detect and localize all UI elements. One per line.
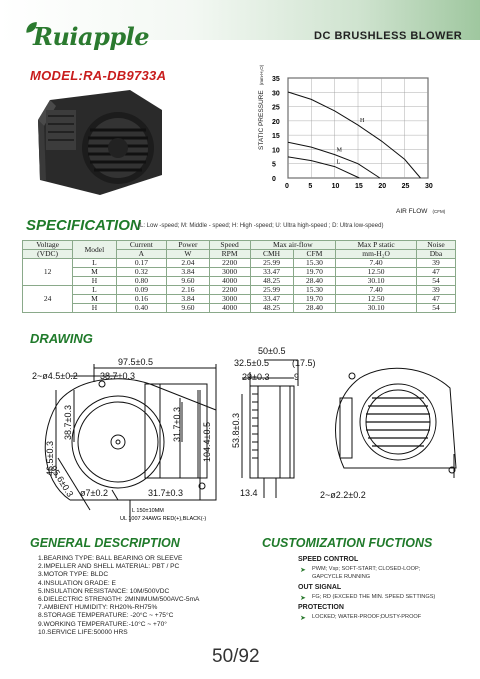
- table-cell: 3.84: [167, 295, 210, 304]
- arrow-icon: ➤: [300, 614, 306, 622]
- y-tick-label: 30: [272, 90, 280, 98]
- wire-spec: UL 1007 24AWG RED(+),BLACK(-): [120, 516, 207, 522]
- table-cell: 30.10: [336, 304, 417, 313]
- general-list: [38, 555, 199, 637]
- out-signal-heading: OUT SIGNAL: [298, 584, 342, 591]
- series-label: H: [360, 118, 365, 125]
- col-power: Power: [167, 241, 210, 250]
- protection-line: LOCKED; WATER-PROOF;DUSTY-PROOF: [312, 614, 422, 620]
- table-cell: 47: [416, 295, 455, 304]
- general-title: GENERAL DESCRIPTION: [30, 536, 180, 550]
- speed-control-line: GAPCYCLE RUNNING: [312, 574, 371, 580]
- dim-325: 32.5±0.5: [234, 358, 269, 368]
- col-noise: Noise: [416, 241, 455, 250]
- voltage-cell: 12: [23, 259, 73, 286]
- unit-dba: Dba: [416, 250, 455, 259]
- table-cell: 2200: [209, 286, 250, 295]
- speed-control-line: PWM; Vsp; SOFT-START; CLOSED-LOOP;: [312, 566, 421, 572]
- dim-50: 50±0.5: [258, 346, 286, 356]
- dim-175: (17.5): [292, 358, 316, 368]
- table-cell: 7.40: [336, 259, 417, 268]
- table-cell: 0.16: [116, 295, 166, 304]
- table-cell: 54: [416, 304, 455, 313]
- dim-956: 95.6±0.3: [48, 463, 76, 499]
- dim-975: 97.5±0.5: [118, 357, 153, 367]
- table-cell: 0.80: [116, 277, 166, 286]
- table-cell: 7.40: [336, 286, 417, 295]
- spec-title: SPECIFICATION: [26, 217, 141, 234]
- x-tick-label: 15: [355, 183, 363, 190]
- table-cell: 15.30: [293, 259, 336, 268]
- dim-538: 53.8±0.3: [231, 413, 241, 448]
- table-cell: 19.70: [293, 295, 336, 304]
- unit-rpm: RPM: [209, 250, 250, 259]
- series-label: L: [336, 159, 341, 166]
- unit-cmh: CMH: [250, 250, 293, 259]
- x-tick-label: 10: [331, 183, 340, 190]
- list-item: 4.INSULATION GRADE: E: [38, 579, 116, 587]
- speed-control-heading: SPEED CONTROL: [298, 556, 359, 563]
- table-cell: M: [73, 295, 116, 304]
- list-item: 10.SERVICE LIFE:50000 HRS: [38, 628, 128, 636]
- table-row: [23, 304, 456, 313]
- protection-heading: PROTECTION: [298, 604, 344, 611]
- table-cell: 2200: [209, 259, 250, 268]
- series-label: M: [336, 147, 343, 154]
- unit-a: A: [116, 250, 166, 259]
- series-line-m: [288, 142, 380, 178]
- list-item: 8.STORAGE TEMPERATURE: -20°C ~ +75°C: [38, 612, 174, 620]
- unit-vdc: (VDC): [23, 250, 73, 259]
- col-airflow: Max air-flow: [250, 241, 336, 250]
- table-cell: 25.99: [250, 259, 293, 268]
- table-cell: 0.17: [116, 259, 166, 268]
- y-tick-label: 35: [272, 76, 280, 83]
- table-cell: 4000: [209, 304, 250, 313]
- table-row: [23, 295, 456, 304]
- table-cell: 3.84: [167, 268, 210, 277]
- dim-holes: 2~ø4.5±0.2: [32, 371, 78, 381]
- table-cell: 48.25: [250, 277, 293, 286]
- dim-29: 29±0.3: [242, 372, 270, 382]
- col-model: Model: [73, 241, 116, 259]
- table-cell: 12.50: [336, 268, 417, 277]
- table-cell: 28.40: [293, 277, 336, 286]
- dim-387: 38.7±0.3: [100, 371, 135, 381]
- table-cell: 19.70: [293, 268, 336, 277]
- arrow-icon: ➤: [300, 594, 306, 602]
- back-view-drawing: [320, 358, 466, 508]
- table-cell: 39: [416, 259, 455, 268]
- y-tick-label: 20: [272, 118, 280, 126]
- list-item: 7.AMBIENT HUMIDITY: RH20%-RH75%: [38, 604, 158, 612]
- table-cell: 30.10: [336, 277, 417, 286]
- list-item: 1.BEARING TYPE: BALL BEARING OR SLEEVE: [38, 555, 183, 562]
- table-cell: 54: [416, 277, 455, 286]
- table-cell: 28.40: [293, 304, 336, 313]
- col-pstatic: Max P static: [336, 241, 417, 250]
- y-tick-label: 0: [272, 176, 276, 183]
- table-cell: H: [73, 304, 116, 313]
- side-view-drawing: [228, 342, 324, 512]
- table-cell: L: [73, 286, 116, 295]
- table-cell: 48.25: [250, 304, 293, 313]
- list-item: 2.IMPELLER AND SHELL MATERIAL: PBT / PC: [38, 563, 180, 571]
- table-cell: 3000: [209, 295, 250, 304]
- col-voltage: Voltage: [23, 241, 73, 250]
- table-cell: 25.99: [250, 286, 293, 295]
- y-axis-label: STATIC PRESSURE (mm-H₂O): [258, 64, 265, 150]
- table-row: [23, 277, 456, 286]
- unit-cfm: CFM: [293, 250, 336, 259]
- dim-134: 13.4: [240, 488, 258, 498]
- table-cell: 4000: [209, 277, 250, 286]
- wire-length: L 150±10MM: [132, 508, 164, 514]
- list-item: 5.INSULATION RESISTANCE: 10M/500VDC: [38, 587, 170, 595]
- unit-w: W: [167, 250, 210, 259]
- table-cell: 9.60: [167, 304, 210, 313]
- page-number: 50/92: [212, 646, 260, 667]
- document-title: DC BRUSHLESS BLOWER: [314, 30, 463, 42]
- table-cell: 0.32: [116, 268, 166, 277]
- list-item: 6.DIELECTRIC STRENGTH: 2MINIMUM/500AVC-5mA: [38, 596, 200, 604]
- x-tick-label: 30: [425, 183, 433, 190]
- list-item: 9.WORKING TEMPERATURE:-10°C ~ +70°: [38, 620, 167, 628]
- spec-legend: (L: Low -speed; M: Middle - speed; H: High -speed; U: Ultra high-speed ; D: Ultra low-speed): [138, 223, 384, 229]
- table-cell: 33.47: [250, 295, 293, 304]
- customization-block: [298, 556, 468, 621]
- y-tick-label: 15: [272, 133, 280, 141]
- front-view-drawing: [30, 350, 230, 525]
- list-item: 3.MOTOR TYPE: BLDC: [38, 571, 109, 579]
- col-current: Current: [116, 241, 166, 250]
- arrow-icon: ➤: [300, 566, 306, 574]
- dim-317v: 31.7±0.3: [172, 407, 182, 442]
- out-signal-line: FG; RD (EXCEED THE MIN. SPEED SETTINGS): [312, 594, 436, 600]
- model-label: MODEL:RA-DB9733A: [30, 68, 167, 83]
- dim-9: 9: [294, 372, 300, 382]
- y-tick-label: 5: [272, 161, 276, 169]
- spec-table: [22, 240, 456, 313]
- table-cell: 15.30: [293, 286, 336, 295]
- dim-holes2: 2~ø2.2±0.2: [320, 490, 366, 500]
- table-cell: 39: [416, 286, 455, 295]
- table-cell: H: [73, 277, 116, 286]
- table-cell: 9.60: [167, 277, 210, 286]
- unit-mmh2o: mm-H₂O: [336, 250, 417, 259]
- x-axis-label: AIR FLOW (CFM): [396, 208, 446, 215]
- x-tick-label: 25: [401, 183, 410, 190]
- table-cell: 0.09: [116, 286, 166, 295]
- table-cell: 2.16: [167, 286, 210, 295]
- table-cell: 47: [416, 268, 455, 277]
- table-cell: 3000: [209, 268, 250, 277]
- table-cell: 0.40: [116, 304, 166, 313]
- dim-465: 46.5±0.3: [45, 441, 55, 476]
- dim-1044: 104.4±0.5: [202, 422, 212, 462]
- brand-logo: Ruiapple: [33, 22, 150, 51]
- dim-317h: 31.7±0.3: [148, 488, 183, 498]
- x-tick-label: 5: [308, 183, 313, 190]
- x-tick-label: 20: [378, 183, 387, 190]
- table-cell: 33.47: [250, 268, 293, 277]
- dim-shaft: ø7±0.2: [80, 488, 108, 498]
- voltage-cell: 24: [23, 286, 73, 313]
- customization-title: CUSTOMIZATION FUCTIONS: [262, 536, 433, 550]
- blower-photo: [30, 80, 170, 200]
- table-cell: M: [73, 268, 116, 277]
- table-cell: 12.50: [336, 295, 417, 304]
- table-cell: 2.04: [167, 259, 210, 268]
- y-tick-label: 25: [272, 104, 280, 112]
- table-row: [23, 259, 456, 268]
- x-tick-label: 0: [285, 183, 289, 190]
- pq-chart: [250, 72, 465, 207]
- dim-387v: 38.7±0.3: [63, 405, 73, 440]
- y-tick-label: 10: [272, 147, 280, 155]
- col-speed: Speed: [209, 241, 250, 250]
- table-row: [23, 286, 456, 295]
- table-row: [23, 268, 456, 277]
- drawing-title: DRAWING: [30, 331, 93, 346]
- table-cell: L: [73, 259, 116, 268]
